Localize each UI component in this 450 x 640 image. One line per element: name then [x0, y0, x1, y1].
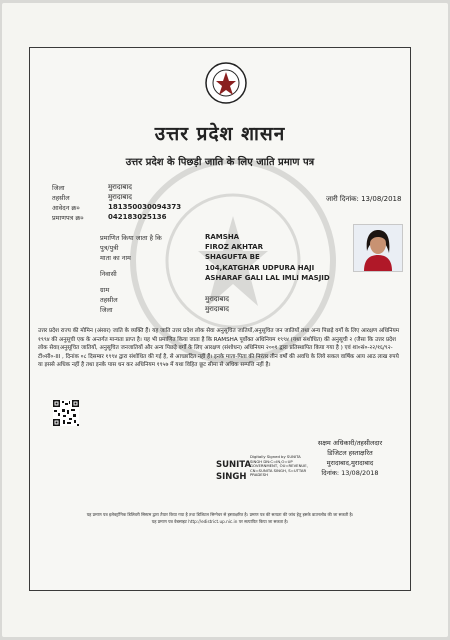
applicant-tehsil: मुरादाबाद [205, 295, 229, 303]
meta-value-tehsil: मुरादाबाद [108, 193, 132, 201]
qr-code [53, 400, 79, 426]
footer-line-1: यह प्रमाण पत्र इलेक्ट्रॉनिक डिलिवरी सिस्टम द्वारा तैयार किया गया है तथा डिजिटल सिग्नेचर से हस्ताक्षरित है। प्रमाण पत्र की सत्यता की जांच हेतु इसके डाउनलोड की जा सकती है। [86, 512, 354, 517]
digital-signature-note: Digitally Signed by SUNITA SINGH DN:C=IN,O=UP GOVERNMENT, OU=REVENUE, CN=SUNITA SINGH, S=UTTAR PRADESH [250, 454, 308, 478]
applicant-label-certify: प्रमाणित किया जाता है कि [100, 234, 162, 242]
authority-location: मुरादाबाद,मुरादाबाद [326, 459, 374, 467]
authority-digital: डिजिटल हस्ताक्षरित [327, 449, 373, 457]
authority-title: सक्षम अधिकारी/तहसीलदार [317, 439, 383, 447]
applicant-address: 104,KATGHAR UDPURA HAJI ASHARAF GALI LAL IMLI MASJID [205, 264, 330, 282]
issue-date: जारी दिनांक: 13/08/2018 [326, 195, 402, 203]
meta-label-district: जिला [52, 184, 65, 192]
government-heading: उत्तर प्रदेश शासन [154, 123, 286, 145]
meta-value-application-no: 181350030094373 [108, 203, 182, 211]
meta-value-district: मुरादाबाद [108, 183, 132, 191]
applicant-photo [353, 224, 403, 272]
applicant-label-district: जिला [100, 306, 113, 314]
applicant-label-residence: निवासी [100, 270, 117, 278]
applicant-name: RAMSHA [205, 233, 240, 241]
applicant-father-name: FIROZ AKHTAR [205, 243, 263, 251]
certificate-frame [29, 47, 411, 591]
certificate-body-text: उत्तर प्रदेश राज्य की मोमिन (अंसार) जाति के व्यक्ति हैं। यह जाति उत्तर प्रदेश लोक सेवा अनुसूचित जातियों,अनुसूचित जन जातियों तथा अन्य पिछड़े वर्गो के लिए आरक्षण अधिनियम १९९४ की अनुसूची एक के अन्तर्गत मान्यता प्राप्त है। यह भी प्रमाणित किया जाता है कि RAMSHA पूर्वोक्त अधिनियम १९९४ (यथा संशोधित) की अनुसूची २ (जैसा कि उत्तर प्रदेश लोक सेवा(अनुसूचित जातियों, अनुसूचित जनजातियों और अन्य पिछड़े वर्गों के लिए आरक्षण (संशोधन) अधिनियम २००१ द्वारा प्रतिस्थापित किया गया है ) एवं शा०सं०-२२/१६/९२-टी०सी०-III , दिनांक ०८ दिसम्बर १९९४ द्वारा संशोधित की गई है, से आच्छादित नहीं हैं। इनके माता-पिता की निरंतर तीन वर्षो की अवधि के लिये सकल वार्षिक आय आठ लाख रुपये या इससे अधिक नहीं है तथा इनके पास धन कर अधिनियम १९५७ में यथा विहित छूट सीमा से अधिक सम्पत्ति नहीं है। [38, 328, 400, 369]
applicant-label-tehsil: तहसील [100, 296, 118, 304]
applicant-label-parent: पुत्र/पुत्री [100, 244, 119, 252]
authority-date: दिनांक: 13/08/2018 [321, 469, 379, 477]
meta-label-application-no: आवेदन क्र० [52, 204, 80, 212]
meta-label-certificate-no: प्रमाणपत्र क्र० [52, 214, 84, 222]
meta-value-certificate-no: 042183025136 [108, 213, 167, 221]
page-sheet [2, 3, 448, 637]
applicant-mother-name: SHAGUFTA BE [205, 253, 260, 261]
up-government-emblem [205, 62, 247, 104]
meta-label-tehsil: तहसील [52, 194, 70, 202]
signer-name-line2: SINGH [216, 472, 247, 482]
applicant-district: मुरादाबाद [205, 305, 229, 313]
applicant-label-village: ग्राम [100, 286, 110, 294]
certificate-title: उत्तर प्रदेश के पिछड़ी जाति के लिए जाति प्रमाण पत्र [125, 157, 315, 168]
footer-note [36, 511, 404, 525]
footer-line-2: यह प्रमाण पत्र वेबसाइट http://edistrict.up.nic.in पर सत्यापित किया जा सकता है। [151, 519, 289, 524]
applicant-label-mother: माता का नाम [100, 254, 131, 262]
authority-block [300, 438, 400, 478]
signer-name-line1: SUNITA [216, 460, 252, 470]
